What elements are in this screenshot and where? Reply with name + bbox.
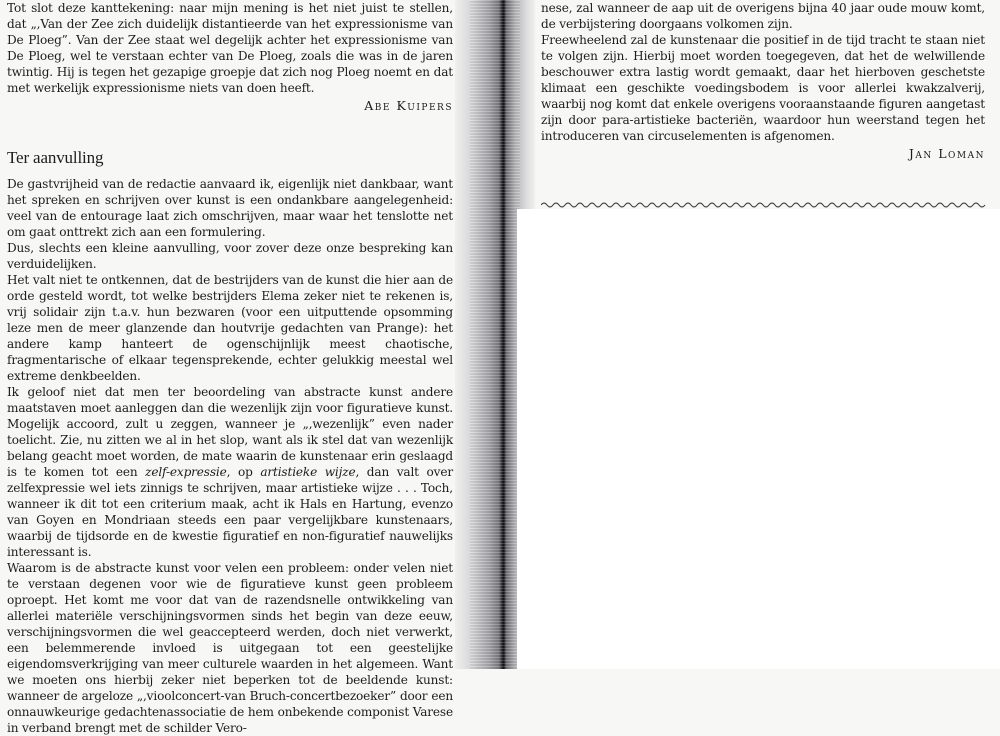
right-paragraph-2: Freewheelend zal de kunstenaar die positief in de tijd tracht te staan niet te volgen zijn. Hierbij moet worden toegegeven, dat het de welwillende beschouwer extra lastig wordt gemaakt, daar het hierboven geschetste klimaat een geschikte voedingsbodem is voor allerlei kwakzalverij, waarbij nog komt dat enkele overigens vooraanstaande figuren aangetast zijn door para-artistieke bacteriën, waardoor hun weerstand tegen het introduceren van circuselementen is afgenomen.	[541, 33, 985, 143]
paragraph-2: Dus, slechts een kleine aanvulling, voor zover deze onze bespreking kan verduidelijken.	[7, 241, 453, 271]
article-heading: Ter aanvulling	[7, 148, 104, 167]
paragraph-5: Waarom is de abstracte kunst voor velen een probleem: onder velen niet te verstaan degenen voor wie de figuratieve kunst geen probleem oproept. Het komt me voor dat van de razendsnelle ontwikkeling van allerlei materiële verschijningsvormen sinds het begin van deze eeuw, verschijningsvormen die wel geaccepteerd werden, doch niet verwerkt, een belemmerende invloed is uitgegaan tot een geestelijke eigendomsverkrijging van meer culturele waarden in het algemeen. Want we moeten ons hierbij zeker niet beperken tot de beeldende kunst: wanneer de argeloze „,vioolconcert-van Bruch-concertbezoeker” door een onnauwkeurige gedachtenassociatie de hem onbekende componist Varese in verband brengt met de schilder Vero-	[7, 561, 453, 735]
paragraph-1: De gastvrijheid van de redactie aanvaard ik, eigenlijk niet dankbaar, want het spreken en schrijven over kunst is een ondankbare aangelegenheid: veel van de entourage laat zich omschrijven, maar waar het tenslotte net om gaat onttrekt zich aan een formulering.	[7, 177, 453, 239]
signature-jan-loman: Jan Loman	[908, 146, 985, 161]
left-column	[7, 0, 453, 736]
blank-page-area	[517, 209, 1000, 669]
paragraph-4	[7, 384, 453, 560]
para4-text-b: , op	[226, 465, 261, 479]
right-paragraph-1: nese, zal wanneer de aap uit de overigens bijna 40 jaar oude mouw komt, de verbijstering doorgaans volkomen zijn.	[541, 1, 985, 31]
decorative-wavy-divider	[541, 201, 989, 209]
para4-emphasis-1: zelf-expressie	[145, 465, 227, 479]
right-column	[541, 0, 985, 162]
paragraph-3: Het valt niet te ontkennen, dat de bestrijders van de kunst die hier aan de orde gesteld wordt, tot welke bestrijders Elema zeker niet te rekenen is, vrij solidair zijn t.a.v. hun bezwaren (voor een uitputtende opsomming leze men de meer glanzende dan houtvrije gedachten van Prange): het andere kamp hanteert de ogenschijnlijk meest chaotische, fragmentarische of elkaar tegensprekende, echter gelukkig meestal wel extreme denkbeelden.	[7, 273, 453, 383]
scan-noise	[470, 0, 520, 669]
para4-emphasis-2: artistieke wijze	[260, 465, 356, 479]
signature-abe-kuipers: Abe Kuipers	[364, 98, 453, 113]
para4-text-a: Ik geloof niet dat men ter beoordeling van abstracte kunst andere maatstaven moet aanleggen dan die wezenlijk zijn voor figuratieve kunst. Mogelijk accoord, zult u zeggen, wanneer je „,wezenlijk” even nader toelicht. Zie, nu zitten we al in het slop, want als ik stel dat van wezenlijk belang geacht moet worden, de mate waarin de kunstenaar erin geslaagd is te komen tot een	[7, 385, 453, 479]
previous-article-paragraph: Tot slot deze kanttekening: naar mijn mening is het niet juist te stellen, dat „,Van der Zee zich duidelijk distantieerde van het expressionisme van De Ploeg”. Van der Zee staat wel degelijk achter het expressionisme van De Ploeg, wel te verstaan echter van De Ploeg, zoals die was in de jaren twintig. Hij is tegen het gezapige groepje dat zich nog Ploeg noemt en dat met werkelijk expressionisme niets van doen heeft.	[7, 1, 453, 95]
para4-text-c: , dan valt over zelfexpressie wel iets zinnigs te schrijven, maar artistieke wijze . . . Toch, wanneer ik dit tot een criterium maak, acht ik Hals en Hartung, evenzo van Goyen en Mondriaan steeds een paar vergelijkbare kunstenaars, waarbij de tijdsorde en de kwestie figuratief en non-figuratief nauwelijks interessant is.	[7, 465, 453, 559]
